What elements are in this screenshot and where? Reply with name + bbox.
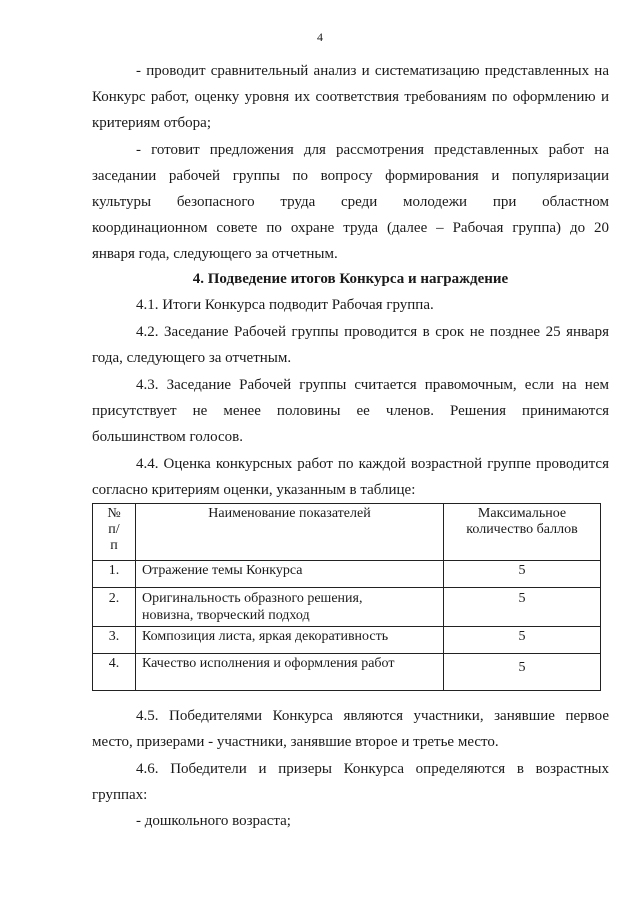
row-number: 1.: [93, 561, 136, 588]
header-number-line: п: [110, 538, 118, 553]
row-number: 4.: [93, 654, 136, 691]
row-max-score: 5: [444, 654, 601, 691]
table-row: [93, 588, 601, 627]
row-indicator: [136, 588, 444, 627]
section-title: 4. Подведение итогов Конкурса и награждение: [192, 271, 509, 287]
paragraph-4-3-line-3: большинством голосов.: [92, 429, 243, 445]
paragraph-4-5-line-2: место, призерами - участники, занявшие второе и третье место.: [92, 734, 499, 750]
text-line: культуры безопасного труда среди молодежи при областном: [92, 194, 609, 210]
text-line: координационном совете по охране труда (далее – Рабочая группа) до 20: [92, 220, 609, 236]
paragraph-4-2-line-1: 4.2. Заседание Рабочей группы проводится в срок не позднее 25 января: [136, 324, 609, 340]
text-line: Конкурс работ, оценку уровня их соответствия требованиям по оформлению и: [92, 89, 609, 105]
header-max-score: [444, 504, 601, 561]
text-line: - готовит предложения для рассмотрения представленных работ на: [136, 142, 609, 158]
table-header-row: [93, 504, 601, 561]
text-line: января года, следующего за отчетным.: [92, 246, 338, 262]
paragraph-4-4-line-2: согласно критериям оценки, указанным в таблице:: [92, 482, 416, 498]
list-item: - дошкольного возраста;: [136, 813, 291, 829]
row-max-score: 5: [444, 627, 601, 654]
paragraph-4-6-line-2: группах:: [92, 787, 148, 803]
paragraph-4-2-line-2: года, следующего за отчетным.: [92, 350, 292, 366]
table-row: [93, 654, 601, 691]
paragraph-4-1: 4.1. Итоги Конкурса подводит Рабочая группа.: [136, 297, 434, 313]
header-number-line: п/: [108, 522, 120, 537]
header-number: [93, 504, 136, 561]
header-max-line: Максимальное: [477, 506, 567, 521]
text-line: - проводит сравнительный анализ и систематизацию представленных на: [136, 63, 609, 79]
row-indicator-line: Оригинальность образного решения,: [142, 591, 363, 606]
table-row: [93, 561, 601, 588]
row-number: 3.: [93, 627, 136, 654]
text-line: заседании рабочей группы по вопросу формирования и популяризации: [92, 168, 609, 184]
row-indicator: Отражение темы Конкурса: [136, 561, 444, 588]
paragraph-4-6-line-1: 4.6. Победители и призеры Конкурса определяются в возрастных: [136, 761, 609, 777]
paragraph-4-3-line-2: присутствует не менее половины ее членов. Решения принимаются: [92, 403, 609, 419]
header-number-line: №: [107, 506, 121, 521]
row-max-score: 5: [444, 561, 601, 588]
row-number: 2.: [93, 588, 136, 627]
criteria-table: [92, 503, 601, 691]
header-indicator-name: Наименование показателей: [136, 504, 444, 561]
row-indicator: Композиция листа, яркая декоративность: [136, 627, 444, 654]
page-number: 4: [317, 30, 323, 44]
row-indicator-line: новизна, творческий подход: [142, 608, 310, 623]
row-indicator: Качество исполнения и оформления работ: [136, 654, 444, 691]
table-row: [93, 627, 601, 654]
row-max-score: 5: [444, 588, 601, 627]
paragraph-4-4-line-1: 4.4. Оценка конкурсных работ по каждой возрастной группе проводится: [136, 456, 609, 472]
header-max-line: количество баллов: [466, 522, 578, 537]
paragraph-4-3-line-1: 4.3. Заседание Рабочей группы считается правомочным, если на нем: [136, 377, 609, 393]
paragraph-4-5-line-1: 4.5. Победителями Конкурса являются участники, занявшие первое: [136, 708, 609, 724]
text-line: критериям отбора;: [92, 115, 212, 131]
